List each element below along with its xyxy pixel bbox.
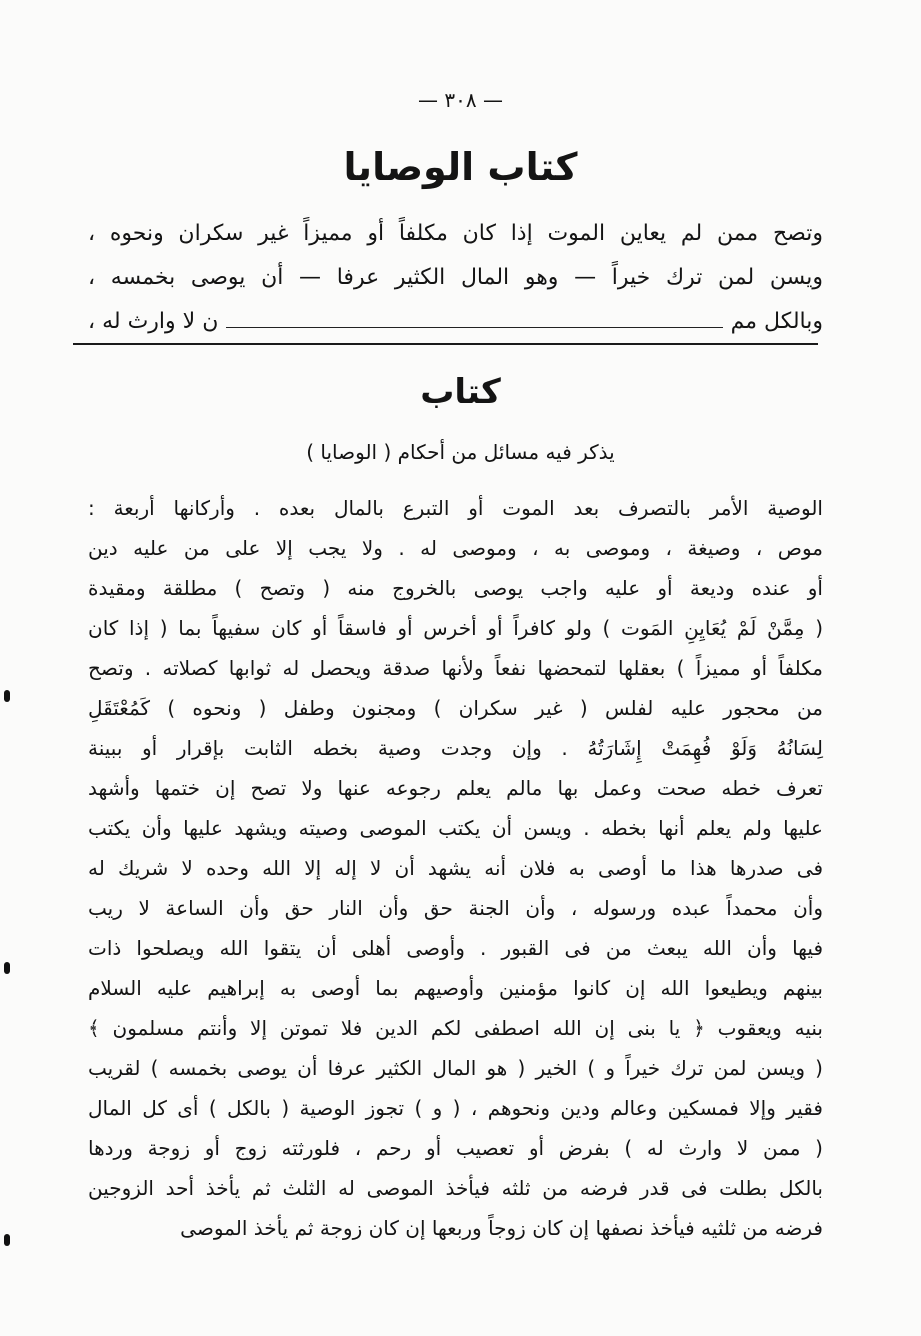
sharh-chapter-title: كتاب [420,372,501,412]
body-line: الوصية الأمر بالتصرف بعد الموت أو التبرع بالمال بعده . وأركانها أربعة : [88,496,823,520]
body-line: مكلفاً أو مميزاً ) بعقلها لتمحضها نفعاً ولأنها صدقة ويحصل له ثوابها كصلاته . وتصح [88,656,823,680]
matn-text-block [88,212,823,344]
body-line: فقير وإلا فمسكين وعالم ودين ونحوهم ، ( و ) تجوز الوصية ( بالكل ) أى كل المال [88,1096,823,1120]
matn-line [88,300,823,344]
binding-hole-mark [4,962,10,974]
body-line: فيها وأن الله يبعث من فى القبور . وأوصى أهلى أن يتقوا الله ويصلحوا ذات [88,936,823,960]
body-line: فرضه من ثلثيه فيأخذ نصفها إن كان زوجاً وربعها إن كان زوجة ثم يأخذ الموصى [180,1216,823,1240]
body-line: ( مِمَّنْ لَمْ يُعَايِنِ المَوت ) ولو كافراً أو أخرس أو فاسقاً أو كان سفيهاً بما ( إذا كان [88,616,823,640]
body-line: بنيه ويعقوب ﴿ يا بنى إن الله اصطفى لكم الدين فلا تموتن إلا وأنتم مسلمون ﴾ [88,1016,823,1040]
sharh-subtitle: يذكر فيه مسائل من أحكام ( الوصايا ) [306,440,615,464]
matn-line-end: ن لا وارث له ، [88,309,219,334]
commentary-text-block [88,488,823,1248]
section-divider [73,343,818,345]
body-line: بالكل بطلت فى قدر فرضه من ثلثه فيأخذ الموصى له الثلث ثم يأخذ أحد الزوجين [88,1176,823,1200]
matn-line: وتصح ممن لم يعاين الموت إذا كان مكلفاً أو مميزاً غير سكران ونحوه ، [88,221,823,246]
body-line: وأن محمداً عبده ورسوله ، وأن الجنة حق وأن النار حق وأن الساعة لا ريب [88,896,823,920]
body-line: من محجور عليه لفلس ( غير سكران ) ومجنون وطفل ( ونحوه ) كَمُعْتَقَلِ [88,696,823,720]
matn-line: ويسن لمن ترك خيراً — وهو المال الكثير عرفا — أن يوصى بخمسه ، [88,265,823,290]
inline-rule [226,327,722,328]
body-line: بينهم ويطيعوا الله إن كانوا مؤمنين وأوصيهم بما أوصى به إبراهيم عليه السلام [88,976,823,1000]
binding-hole-mark [4,690,10,702]
body-line: أو عنده وديعة أو عليه واجب يوصى بالخروج منه ( وتصح ) مطلقة ومقيدة [88,576,823,600]
body-line: فى صدرها هذا ما أوصى به فلان أنه يشهد أن لا إله إلا الله وحده لا شريك له [88,856,823,880]
body-line: تعرف خطه صحت وعمل بها مالم يعلم رجوعه عنها ولا تصح إن ختمها وأشهد [88,776,823,800]
binding-hole-mark [4,1234,10,1246]
matn-line-start: وبالكل مم [730,309,823,334]
body-line: عليها ولم يعلم أنها بخطه . ويسن أن يكتب الموصى وصيته ويشهد عليها وأن يكتب [88,816,823,840]
body-line: لِسَانُهُ وَلَوْ فُهِمَتْ إِشَارَتُهُ . وإن وجدت وصية بخطه الثابت بإقرار أو ببينة [88,736,823,760]
matn-chapter-title: كتاب الوصايا [343,145,578,189]
page-number: — ٣٠٨ — [418,88,503,112]
body-line: ( ممن لا وارث له ) بفرض أو تعصيب أو رحم ، فلورثته زوج أو زوجة وردها [88,1136,823,1160]
body-line: ( ويسن لمن ترك خيراً و ) الخير ( هو المال الكثير عرفا أن يوصى بخمسه ) لقريب [88,1056,823,1080]
body-line: موص ، وصيغة ، وموصى به ، وموصى له . ولا يجب إلا على من عليه دين [88,536,823,560]
